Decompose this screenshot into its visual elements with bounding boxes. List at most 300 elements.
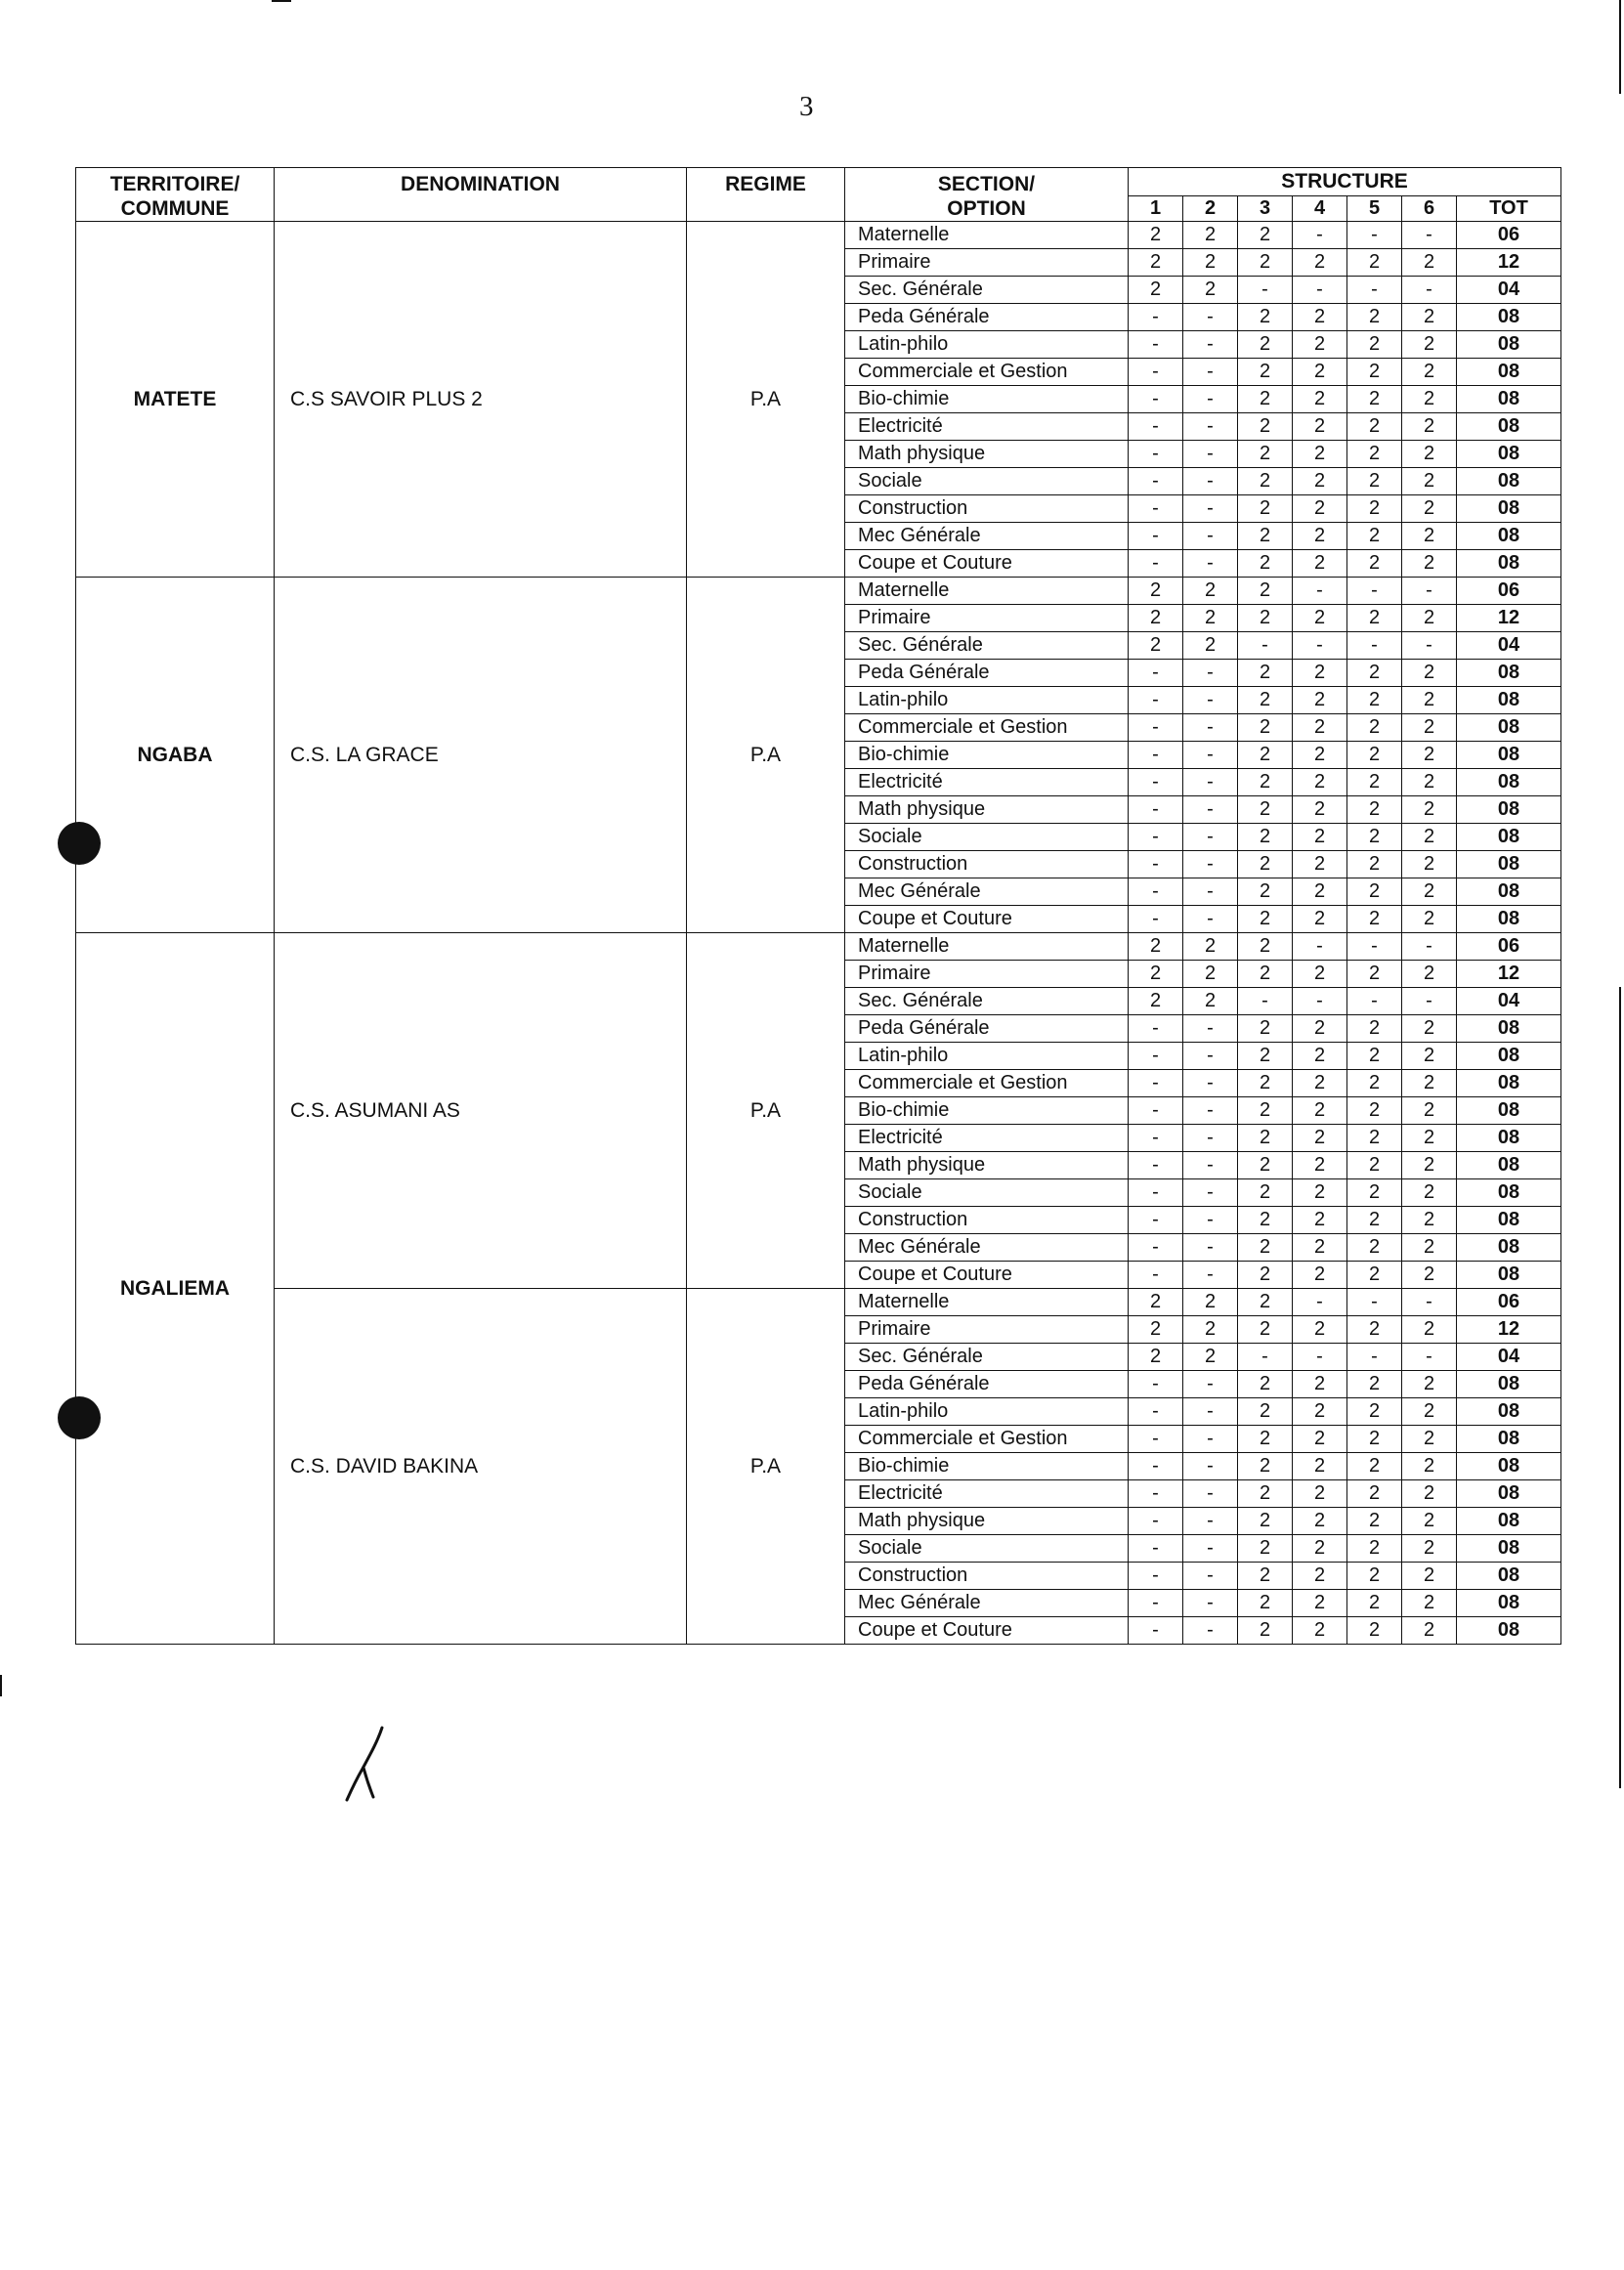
structure-cell-year-2: 2: [1183, 1289, 1238, 1316]
structure-cell-year-3: 2: [1238, 1590, 1293, 1617]
denomination-cell: C.S SAVOIR PLUS 2: [275, 222, 687, 578]
structure-cell-year-6: 2: [1402, 1043, 1457, 1070]
structure-cell-year-5: -: [1347, 632, 1402, 660]
structure-cell-year-1: -: [1129, 1179, 1183, 1207]
header-regime: REGIME: [687, 168, 845, 222]
structure-cell-year-4: -: [1293, 222, 1347, 249]
option-cell: Sec. Générale: [845, 988, 1129, 1015]
structure-cell-year-2: -: [1183, 1480, 1238, 1508]
structure-cell-year-3: 2: [1238, 742, 1293, 769]
page-number: 3: [799, 91, 814, 122]
structure-cell-year-4: 2: [1293, 796, 1347, 824]
structure-cell-year-6: 2: [1402, 906, 1457, 933]
structure-cell-year-2: -: [1183, 1563, 1238, 1590]
total-cell: 08: [1457, 824, 1561, 851]
total-cell: 08: [1457, 550, 1561, 578]
structure-cell-year-4: 2: [1293, 1590, 1347, 1617]
structure-cell-year-3: 2: [1238, 687, 1293, 714]
structure-cell-year-6: 2: [1402, 1152, 1457, 1179]
header-territoire-line1: TERRITOIRE/: [109, 173, 240, 195]
structure-cell-year-4: 2: [1293, 1453, 1347, 1480]
structure-cell-year-6: -: [1402, 988, 1457, 1015]
structure-cell-year-6: -: [1402, 1289, 1457, 1316]
structure-cell-year-4: 2: [1293, 1125, 1347, 1152]
structure-cell-year-3: 2: [1238, 359, 1293, 386]
structure-cell-year-5: 2: [1347, 1207, 1402, 1234]
structure-cell-year-4: 2: [1293, 359, 1347, 386]
total-cell: 08: [1457, 1179, 1561, 1207]
structure-cell-year-1: -: [1129, 824, 1183, 851]
structure-cell-year-5: 2: [1347, 1015, 1402, 1043]
structure-cell-year-2: -: [1183, 906, 1238, 933]
handwritten-initial-mark: [342, 1725, 401, 1803]
structure-cell-year-1: -: [1129, 1563, 1183, 1590]
structure-cell-year-4: 2: [1293, 687, 1347, 714]
structure-cell-year-1: -: [1129, 660, 1183, 687]
structure-cell-year-2: -: [1183, 769, 1238, 796]
structure-cell-year-5: 2: [1347, 1043, 1402, 1070]
structure-cell-year-3: 2: [1238, 249, 1293, 277]
header-col-1: 1: [1129, 195, 1183, 221]
option-cell: Bio-chimie: [845, 1097, 1129, 1125]
structure-cell-year-5: 2: [1347, 742, 1402, 769]
structure-cell-year-4: 2: [1293, 824, 1347, 851]
structure-cell-year-5: 2: [1347, 331, 1402, 359]
total-cell: 08: [1457, 1043, 1561, 1070]
structure-cell-year-1: -: [1129, 906, 1183, 933]
total-cell: 08: [1457, 1070, 1561, 1097]
option-cell: Peda Générale: [845, 660, 1129, 687]
structure-cell-year-6: -: [1402, 578, 1457, 605]
header-territoire: [76, 168, 275, 222]
structure-cell-year-6: 2: [1402, 386, 1457, 413]
header-col-4: 4: [1293, 195, 1347, 221]
total-cell: 08: [1457, 660, 1561, 687]
option-cell: Sec. Générale: [845, 277, 1129, 304]
total-cell: 08: [1457, 878, 1561, 906]
structure-cell-year-5: 2: [1347, 304, 1402, 331]
structure-cell-year-3: 2: [1238, 1398, 1293, 1426]
structure-cell-year-2: -: [1183, 878, 1238, 906]
structure-cell-year-1: -: [1129, 1207, 1183, 1234]
structure-cell-year-4: 2: [1293, 1179, 1347, 1207]
structure-cell-year-2: 2: [1183, 605, 1238, 632]
total-cell: 08: [1457, 468, 1561, 495]
structure-cell-year-2: -: [1183, 1043, 1238, 1070]
structure-cell-year-3: 2: [1238, 1617, 1293, 1645]
structure-cell-year-4: 2: [1293, 1508, 1347, 1535]
structure-cell-year-4: 2: [1293, 1316, 1347, 1344]
structure-cell-year-6: 2: [1402, 1535, 1457, 1563]
structure-cell-year-4: 2: [1293, 1371, 1347, 1398]
total-cell: 08: [1457, 1262, 1561, 1289]
structure-cell-year-4: 2: [1293, 714, 1347, 742]
regime-cell: P.A: [687, 1289, 845, 1645]
structure-cell-year-2: -: [1183, 660, 1238, 687]
structure-cell-year-1: -: [1129, 1234, 1183, 1262]
structure-cell-year-5: 2: [1347, 1097, 1402, 1125]
structure-cell-year-6: 2: [1402, 1617, 1457, 1645]
structure-cell-year-1: -: [1129, 769, 1183, 796]
structure-cell-year-4: 2: [1293, 851, 1347, 878]
total-cell: 08: [1457, 1617, 1561, 1645]
structure-cell-year-4: 2: [1293, 906, 1347, 933]
structure-cell-year-1: -: [1129, 1617, 1183, 1645]
structure-cell-year-1: -: [1129, 413, 1183, 441]
structure-cell-year-5: -: [1347, 222, 1402, 249]
structure-cell-year-2: -: [1183, 1453, 1238, 1480]
option-cell: Bio-chimie: [845, 1453, 1129, 1480]
structure-cell-year-6: -: [1402, 1344, 1457, 1371]
structure-cell-year-1: -: [1129, 1426, 1183, 1453]
structure-cell-year-2: -: [1183, 468, 1238, 495]
structure-cell-year-6: 2: [1402, 468, 1457, 495]
structure-cell-year-1: 2: [1129, 961, 1183, 988]
structure-cell-year-5: 2: [1347, 441, 1402, 468]
structure-cell-year-4: 2: [1293, 1426, 1347, 1453]
option-cell: Primaire: [845, 961, 1129, 988]
structure-cell-year-2: -: [1183, 824, 1238, 851]
structure-cell-year-3: 2: [1238, 1179, 1293, 1207]
structure-cell-year-2: -: [1183, 1590, 1238, 1617]
structure-cell-year-4: -: [1293, 277, 1347, 304]
total-cell: 08: [1457, 1125, 1561, 1152]
structure-cell-year-4: 2: [1293, 1535, 1347, 1563]
structure-cell-year-4: 2: [1293, 1015, 1347, 1043]
structure-cell-year-4: 2: [1293, 468, 1347, 495]
structure-cell-year-6: 2: [1402, 249, 1457, 277]
structure-cell-year-1: -: [1129, 1152, 1183, 1179]
structure-cell-year-1: -: [1129, 495, 1183, 523]
structure-cell-year-1: 2: [1129, 988, 1183, 1015]
total-cell: 06: [1457, 1289, 1561, 1316]
structure-cell-year-1: -: [1129, 1070, 1183, 1097]
structure-cell-year-5: 2: [1347, 1480, 1402, 1508]
structure-cell-year-4: 2: [1293, 1043, 1347, 1070]
option-cell: Mec Générale: [845, 878, 1129, 906]
option-cell: Primaire: [845, 249, 1129, 277]
structure-cell-year-6: 2: [1402, 1453, 1457, 1480]
structure-cell-year-5: 2: [1347, 523, 1402, 550]
structure-cell-year-2: -: [1183, 851, 1238, 878]
option-cell: Latin-philo: [845, 1043, 1129, 1070]
structure-cell-year-4: -: [1293, 1344, 1347, 1371]
structure-cell-year-5: 2: [1347, 769, 1402, 796]
total-cell: 08: [1457, 495, 1561, 523]
header-col-tot: TOT: [1457, 195, 1561, 221]
structure-cell-year-2: -: [1183, 495, 1238, 523]
structure-cell-year-1: 2: [1129, 222, 1183, 249]
structure-cell-year-1: -: [1129, 1125, 1183, 1152]
structure-cell-year-5: -: [1347, 277, 1402, 304]
structure-cell-year-3: 2: [1238, 331, 1293, 359]
punch-hole-lower: [58, 1396, 101, 1439]
structure-cell-year-5: 2: [1347, 1535, 1402, 1563]
total-cell: 08: [1457, 386, 1561, 413]
structure-cell-year-6: 2: [1402, 1015, 1457, 1043]
structure-cell-year-1: 2: [1129, 933, 1183, 961]
option-cell: Latin-philo: [845, 331, 1129, 359]
option-cell: Primaire: [845, 1316, 1129, 1344]
structure-cell-year-3: 2: [1238, 906, 1293, 933]
structure-cell-year-3: 2: [1238, 605, 1293, 632]
structure-cell-year-6: 2: [1402, 796, 1457, 824]
structure-cell-year-1: -: [1129, 386, 1183, 413]
total-cell: 12: [1457, 605, 1561, 632]
structure-cell-year-4: 2: [1293, 304, 1347, 331]
total-cell: 08: [1457, 1398, 1561, 1426]
structure-cell-year-5: 2: [1347, 878, 1402, 906]
structure-cell-year-3: 2: [1238, 523, 1293, 550]
total-cell: 04: [1457, 632, 1561, 660]
denomination-cell: C.S. ASUMANI AS: [275, 933, 687, 1289]
structure-cell-year-6: 2: [1402, 441, 1457, 468]
structure-cell-year-4: 2: [1293, 1480, 1347, 1508]
structure-cell-year-4: 2: [1293, 605, 1347, 632]
structure-cell-year-3: 2: [1238, 441, 1293, 468]
structure-cell-year-6: 2: [1402, 1234, 1457, 1262]
table-body: [76, 222, 1561, 1645]
total-cell: 08: [1457, 1563, 1561, 1590]
structure-cell-year-3: 2: [1238, 714, 1293, 742]
structure-cell-year-3: 2: [1238, 1563, 1293, 1590]
structure-cell-year-6: 2: [1402, 1398, 1457, 1426]
option-cell: Maternelle: [845, 578, 1129, 605]
structure-cell-year-1: -: [1129, 550, 1183, 578]
structure-cell-year-3: 2: [1238, 1453, 1293, 1480]
structure-cell-year-1: -: [1129, 851, 1183, 878]
total-cell: 08: [1457, 796, 1561, 824]
option-cell: Math physique: [845, 796, 1129, 824]
option-cell: Sociale: [845, 468, 1129, 495]
regime-cell: P.A: [687, 578, 845, 933]
option-cell: Commerciale et Gestion: [845, 1426, 1129, 1453]
structure-cell-year-2: -: [1183, 304, 1238, 331]
scan-edge-line-middle: [1619, 987, 1621, 1788]
structure-cell-year-3: 2: [1238, 386, 1293, 413]
structure-cell-year-2: 2: [1183, 961, 1238, 988]
structure-cell-year-3: 2: [1238, 1043, 1293, 1070]
structure-cell-year-3: 2: [1238, 1535, 1293, 1563]
structure-cell-year-4: -: [1293, 1289, 1347, 1316]
option-cell: Maternelle: [845, 933, 1129, 961]
structure-cell-year-5: 2: [1347, 961, 1402, 988]
structure-cell-year-6: 2: [1402, 1563, 1457, 1590]
structure-cell-year-2: 2: [1183, 578, 1238, 605]
option-cell: Bio-chimie: [845, 742, 1129, 769]
structure-cell-year-3: 2: [1238, 1152, 1293, 1179]
structure-cell-year-3: 2: [1238, 933, 1293, 961]
option-cell: Peda Générale: [845, 1371, 1129, 1398]
header-section-line1: SECTION/: [937, 173, 1036, 195]
option-cell: Mec Générale: [845, 523, 1129, 550]
structure-cell-year-5: 2: [1347, 1426, 1402, 1453]
structure-cell-year-1: -: [1129, 687, 1183, 714]
header-denomination: DENOMINATION: [275, 168, 687, 222]
header-section-line2: OPTION: [947, 197, 1026, 220]
structure-cell-year-5: 2: [1347, 1590, 1402, 1617]
structure-cell-year-6: 2: [1402, 687, 1457, 714]
structure-cell-year-2: -: [1183, 1234, 1238, 1262]
structure-cell-year-4: 2: [1293, 495, 1347, 523]
total-cell: 08: [1457, 742, 1561, 769]
structure-cell-year-6: -: [1402, 222, 1457, 249]
total-cell: 08: [1457, 769, 1561, 796]
structure-cell-year-6: 2: [1402, 1262, 1457, 1289]
structure-cell-year-4: -: [1293, 632, 1347, 660]
option-cell: Commerciale et Gestion: [845, 1070, 1129, 1097]
structure-cell-year-6: 2: [1402, 495, 1457, 523]
structure-cell-year-4: 2: [1293, 1262, 1347, 1289]
structure-cell-year-4: 2: [1293, 878, 1347, 906]
structure-cell-year-4: 2: [1293, 1097, 1347, 1125]
structure-cell-year-1: -: [1129, 1262, 1183, 1289]
structure-cell-year-6: 2: [1402, 769, 1457, 796]
structure-cell-year-1: 2: [1129, 1344, 1183, 1371]
structure-cell-year-4: 2: [1293, 386, 1347, 413]
structure-cell-year-2: -: [1183, 359, 1238, 386]
structure-cell-year-4: 2: [1293, 1207, 1347, 1234]
structure-cell-year-1: -: [1129, 1508, 1183, 1535]
structure-cell-year-1: -: [1129, 1590, 1183, 1617]
option-cell: Sociale: [845, 824, 1129, 851]
total-cell: 08: [1457, 1480, 1561, 1508]
option-cell: Electricité: [845, 413, 1129, 441]
total-cell: 08: [1457, 441, 1561, 468]
structure-cell-year-1: -: [1129, 331, 1183, 359]
option-cell: Construction: [845, 1207, 1129, 1234]
option-cell: Math physique: [845, 441, 1129, 468]
header-row-top: [76, 168, 1561, 196]
structure-cell-year-5: 2: [1347, 413, 1402, 441]
structure-cell-year-2: -: [1183, 1152, 1238, 1179]
structure-cell-year-6: 2: [1402, 1426, 1457, 1453]
total-cell: 04: [1457, 277, 1561, 304]
option-cell: Electricité: [845, 1125, 1129, 1152]
option-cell: Coupe et Couture: [845, 1262, 1129, 1289]
structure-cell-year-5: 2: [1347, 1371, 1402, 1398]
structure-cell-year-6: 2: [1402, 1316, 1457, 1344]
total-cell: 08: [1457, 1207, 1561, 1234]
structure-cell-year-4: 2: [1293, 660, 1347, 687]
structure-cell-year-3: 2: [1238, 796, 1293, 824]
structure-cell-year-3: 2: [1238, 961, 1293, 988]
structure-cell-year-3: 2: [1238, 824, 1293, 851]
structure-cell-year-4: 2: [1293, 550, 1347, 578]
structure-cell-year-1: -: [1129, 742, 1183, 769]
table-row: [76, 578, 1561, 605]
structure-cell-year-3: 2: [1238, 1508, 1293, 1535]
structure-cell-year-6: 2: [1402, 1097, 1457, 1125]
structure-cell-year-5: -: [1347, 578, 1402, 605]
option-cell: Math physique: [845, 1152, 1129, 1179]
structure-cell-year-3: 2: [1238, 1426, 1293, 1453]
regime-cell: P.A: [687, 222, 845, 578]
structure-cell-year-4: 2: [1293, 1234, 1347, 1262]
structure-cell-year-5: 2: [1347, 1070, 1402, 1097]
structure-cell-year-5: 2: [1347, 1398, 1402, 1426]
structure-cell-year-1: -: [1129, 304, 1183, 331]
structure-cell-year-3: 2: [1238, 1015, 1293, 1043]
structure-cell-year-5: 2: [1347, 550, 1402, 578]
structure-cell-year-1: -: [1129, 1371, 1183, 1398]
structure-cell-year-6: 2: [1402, 304, 1457, 331]
option-cell: Sec. Générale: [845, 1344, 1129, 1371]
structure-cell-year-6: 2: [1402, 550, 1457, 578]
structure-cell-year-2: -: [1183, 1262, 1238, 1289]
header-section-option: [845, 168, 1129, 222]
structure-cell-year-3: 2: [1238, 578, 1293, 605]
structure-cell-year-5: 2: [1347, 851, 1402, 878]
structure-cell-year-6: 2: [1402, 1179, 1457, 1207]
structure-cell-year-4: -: [1293, 933, 1347, 961]
structure-cell-year-4: 2: [1293, 1070, 1347, 1097]
option-cell: Sec. Générale: [845, 632, 1129, 660]
option-cell: Mec Générale: [845, 1234, 1129, 1262]
structure-cell-year-4: 2: [1293, 441, 1347, 468]
total-cell: 12: [1457, 961, 1561, 988]
option-cell: Sociale: [845, 1535, 1129, 1563]
structure-cell-year-3: 2: [1238, 304, 1293, 331]
total-cell: 08: [1457, 331, 1561, 359]
structure-cell-year-6: 2: [1402, 1125, 1457, 1152]
structure-cell-year-2: -: [1183, 1426, 1238, 1453]
structure-cell-year-1: -: [1129, 468, 1183, 495]
structure-cell-year-2: 2: [1183, 1316, 1238, 1344]
option-cell: Peda Générale: [845, 304, 1129, 331]
structure-cell-year-2: -: [1183, 1125, 1238, 1152]
structure-cell-year-5: -: [1347, 1344, 1402, 1371]
table-row: [76, 1289, 1561, 1316]
option-cell: Coupe et Couture: [845, 1617, 1129, 1645]
structure-cell-year-5: 2: [1347, 796, 1402, 824]
structure-cell-year-3: 2: [1238, 413, 1293, 441]
total-cell: 08: [1457, 523, 1561, 550]
commune-cell-matete: MATETE: [76, 222, 275, 578]
structure-cell-year-5: 2: [1347, 468, 1402, 495]
structure-cell-year-3: 2: [1238, 495, 1293, 523]
structure-cell-year-2: -: [1183, 1371, 1238, 1398]
option-cell: Peda Générale: [845, 1015, 1129, 1043]
structure-cell-year-5: 2: [1347, 359, 1402, 386]
structure-cell-year-1: 2: [1129, 249, 1183, 277]
total-cell: 06: [1457, 222, 1561, 249]
structure-cell-year-2: 2: [1183, 632, 1238, 660]
option-cell: Coupe et Couture: [845, 906, 1129, 933]
structure-cell-year-2: -: [1183, 550, 1238, 578]
structure-cell-year-1: -: [1129, 1015, 1183, 1043]
structure-cell-year-2: -: [1183, 413, 1238, 441]
structure-cell-year-1: 2: [1129, 632, 1183, 660]
structure-cell-year-4: -: [1293, 578, 1347, 605]
structure-cell-year-3: 2: [1238, 1125, 1293, 1152]
structure-cell-year-2: -: [1183, 796, 1238, 824]
total-cell: 08: [1457, 1508, 1561, 1535]
total-cell: 08: [1457, 1426, 1561, 1453]
denomination-cell: C.S. LA GRACE: [275, 578, 687, 933]
total-cell: 08: [1457, 1234, 1561, 1262]
total-cell: 04: [1457, 1344, 1561, 1371]
structure-cell-year-3: 2: [1238, 1480, 1293, 1508]
option-cell: Construction: [845, 495, 1129, 523]
total-cell: 12: [1457, 1316, 1561, 1344]
structure-cell-year-2: 2: [1183, 249, 1238, 277]
structure-cell-year-4: 2: [1293, 249, 1347, 277]
structure-cell-year-2: -: [1183, 441, 1238, 468]
structure-cell-year-5: 2: [1347, 605, 1402, 632]
structure-cell-year-1: -: [1129, 1453, 1183, 1480]
denomination-cell: C.S. DAVID BAKINA: [275, 1289, 687, 1645]
